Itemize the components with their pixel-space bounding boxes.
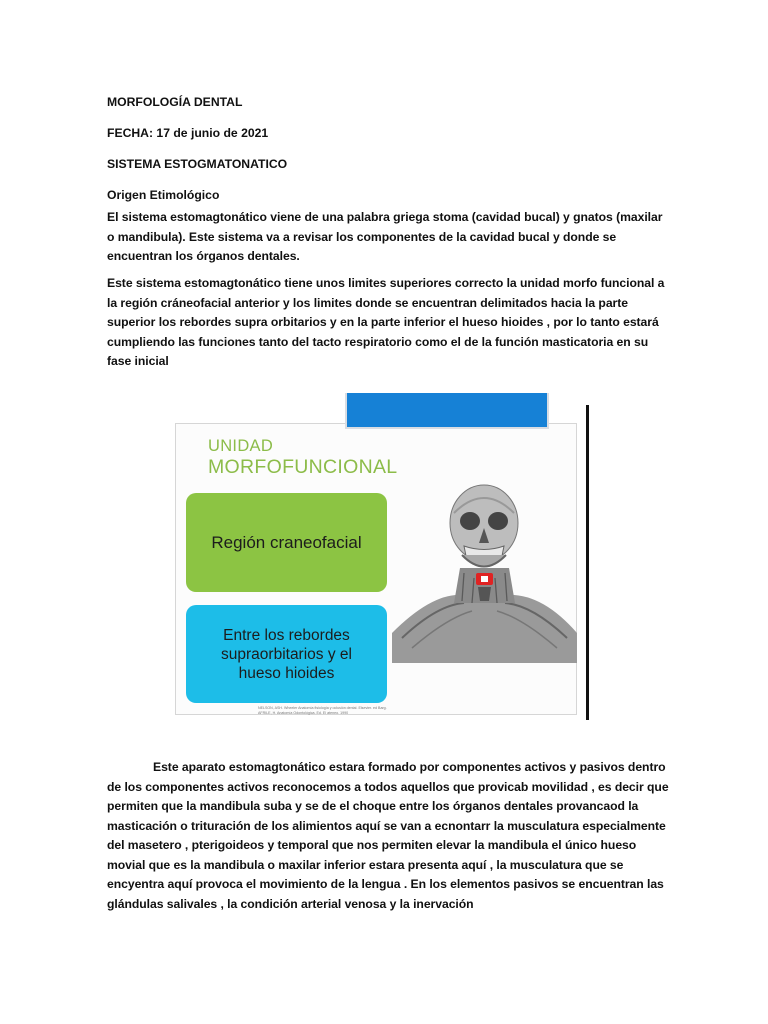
- paragraph-etymology: El sistema estomagtonático viene de una palabra griega stoma (cavidad bucal) y gnatos (maxilar o mandibula). Este sistema va a revisar los componentes de la cavidad bucal y donde se encuentran los órganos dentales.: [107, 210, 663, 263]
- limits-line2: supraorbitarios y el: [221, 645, 352, 663]
- limits-box: [186, 605, 387, 703]
- date-line: FECHA: 17 de junio de 2021: [107, 126, 269, 140]
- limits-line1: Entre los rebordes: [223, 626, 350, 644]
- slide-title-line1: UNIDAD: [208, 437, 274, 455]
- slide-title: [208, 436, 397, 478]
- paragraph-components: Este aparato estomagtonático estara formado por componentes activos y pasivos dentro de los componentes activos reconocemos a todos aquellos que provicab movilidad , es decir que permiten que la mandibula suba y se de el choque entre los órganos dentales provancaod la masticación o trituración de los alimientos aquí se van a ecnontarr la musculatura especialmente del masetero , pterigoideos y temporal que nos permiten elevar la mandibula el único hueso movial que es la mandibula o maxilar inferior estara presenta aquí , la musculatura que se encyentra aquí provoca el movimiento de la lengua . En los elementos pasivos se encuentran las glándulas salivales , la condición arterial venosa y la inervación: [107, 760, 669, 911]
- slide-header-bar: [345, 393, 549, 429]
- topic-heading: SISTEMA ESTOGMATONATICO: [107, 157, 288, 171]
- limits-line3: hueso hioides: [238, 664, 335, 682]
- craniofacial-region-label: Región craneofacial: [211, 532, 362, 552]
- craniofacial-region-box: [186, 493, 387, 592]
- reference-line1: NELSON, ASH. Wheeler Anatomía fisiología y oclusión dental. Elsevier. ed Barg.: [258, 706, 387, 710]
- section-heading: Origen Etimológico: [107, 188, 220, 202]
- paragraph-limits: Este sistema estomagtonático tiene unos limites superiores correcto la unidad morfo funcional a la región cráneofacial anterior y los limites donde se encuentran delimitados hacia la parte superior los rebordes supra orbitarios y en la parte inferior el hueso hioides , por lo tanto estará cumpliendo las funciones tanto del tacto respiratorio como el de la función masticatoria en su fase inicial: [107, 276, 665, 368]
- head-neck-anatomy-icon: [392, 483, 577, 663]
- subject-heading: MORFOLOGÍA DENTAL: [107, 95, 243, 109]
- reference-line2: AFRILE, H. Anatomía Odontológica. Ed. El ateneo. 1990: [258, 711, 349, 715]
- morfofunctional-unit-figure: [172, 393, 592, 720]
- figure-reference: [258, 706, 387, 716]
- slide-edge: [586, 405, 589, 720]
- slide-title-line2: MORFOFUNCIONAL: [208, 456, 398, 478]
